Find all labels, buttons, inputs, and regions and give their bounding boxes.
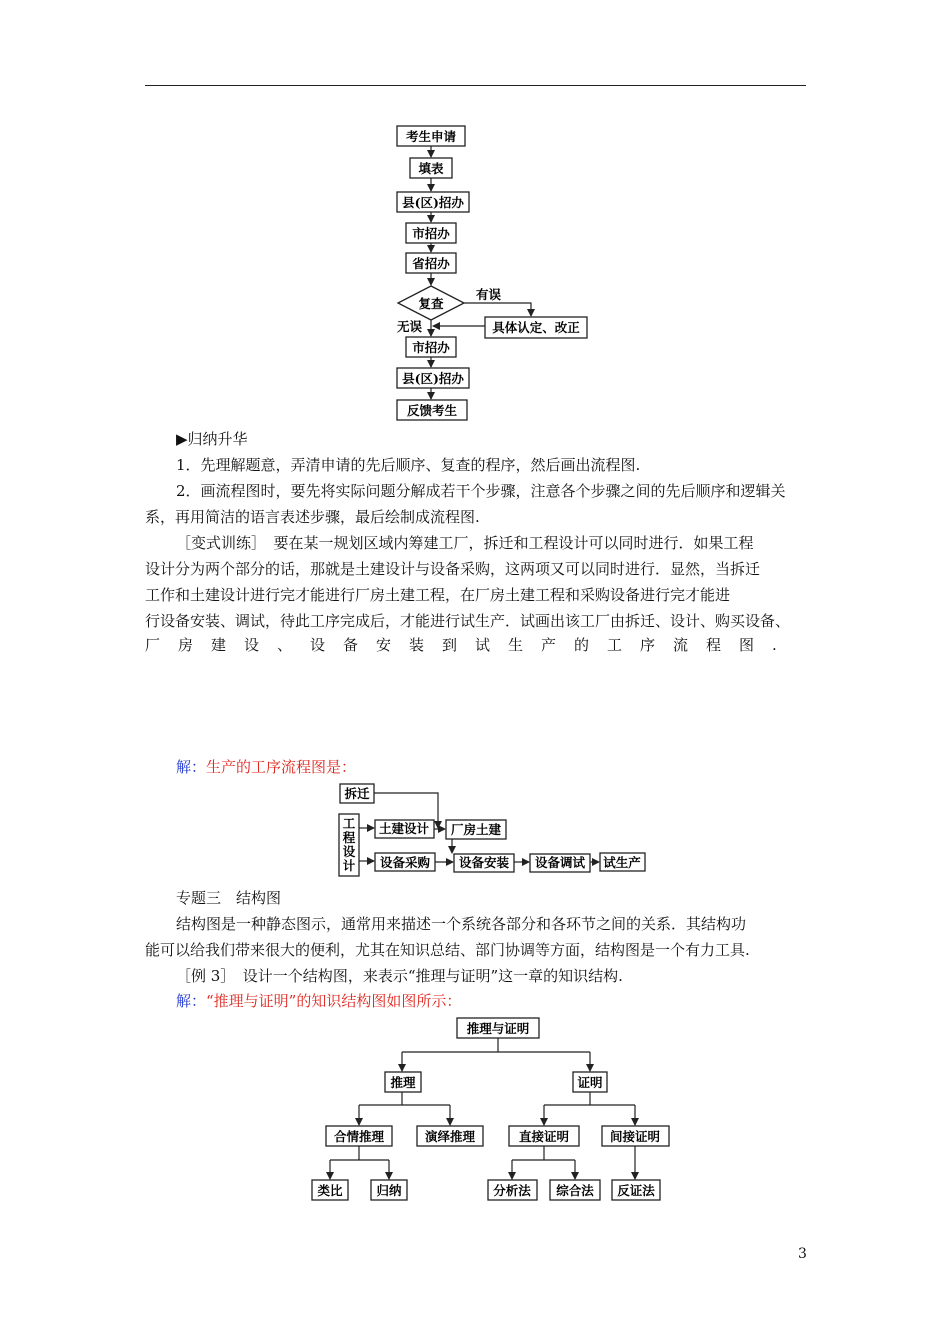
solution-1 <box>176 756 841 777</box>
svg-text:厂房土建: 厂房土建 <box>450 822 502 837</box>
node-analogy <box>312 1180 348 1200</box>
solution-1-label: 解： <box>176 758 207 776</box>
summary-heading: ▶归纳升华 <box>176 430 248 448</box>
node-synthesis-method <box>550 1180 600 1200</box>
box-plant-construction <box>446 820 506 839</box>
topic-3-heading: 专题三 结构图 <box>176 889 282 907</box>
svg-text:计: 计 <box>342 858 356 873</box>
page-number: 3 <box>798 1246 807 1262</box>
svg-text:土建设计: 土建设计 <box>378 821 430 836</box>
node-reasoning <box>385 1072 421 1092</box>
svg-text:拆迁: 拆迁 <box>344 786 370 801</box>
step-box-city-office <box>406 223 456 243</box>
svg-text:类比: 类比 <box>317 1183 343 1198</box>
step-box-feedback <box>397 400 467 420</box>
application-flowchart <box>0 0 950 430</box>
node-direct-proof <box>509 1126 579 1146</box>
svg-text:市招办: 市招办 <box>412 340 450 355</box>
node-contradiction-method <box>612 1180 660 1200</box>
svg-text:县(区)招办: 县(区)招办 <box>402 371 464 386</box>
svg-text:分析法: 分析法 <box>493 1183 531 1198</box>
svg-text:直接证明: 直接证明 <box>518 1129 570 1144</box>
solution-2 <box>176 990 841 1011</box>
svg-text:推理: 推理 <box>390 1075 416 1090</box>
svg-text:演绎推理: 演绎推理 <box>424 1129 476 1144</box>
svg-text:间接证明: 间接证明 <box>609 1129 661 1144</box>
summary-paragraph-2: 2．画流程图时，要先将实际问题分解成若干个步骤，注意各个步骤之间的先后顺序和逻辑关系，再用简洁的语言表述步骤，最后绘制成流程图. <box>145 482 786 526</box>
svg-text:试生产: 试生产 <box>603 855 641 870</box>
box-debugging <box>530 854 590 872</box>
example-3: ［例 3］ 设计一个结构图，来表示“推理与证明”这一章的知识结构. <box>176 967 623 985</box>
solution-1-text: 生产的工序流程图是： <box>206 758 357 776</box>
svg-text:市招办: 市招办 <box>412 226 450 241</box>
node-plausible-reasoning <box>326 1126 392 1146</box>
topic-3-line-2: 能可以给我们带来很大的便利，尤其在知识总结、部门协调等方面，结构图是一个有力工具. <box>145 941 750 959</box>
summary-paragraph-1: 1．先理解题意，弄清申请的先后顺序、复查的程序，然后画出流程图. <box>176 456 641 474</box>
solution-2-text: “推理与证明”的知识结构图如图所示： <box>206 992 462 1010</box>
decision-review <box>398 286 464 320</box>
svg-text:设备安装: 设备安装 <box>458 855 510 870</box>
exercise-line-1: ［变式训练］ 要在某一规划区域内筹建工厂，拆迁和工程设计可以同时进行．如果工程 <box>176 534 754 552</box>
svg-text:县(区)招办: 县(区)招办 <box>402 195 464 210</box>
svg-text:合情推理: 合情推理 <box>333 1129 385 1144</box>
step-box-fill-form <box>410 158 452 178</box>
box-procurement <box>375 853 435 871</box>
node-root <box>457 1018 539 1038</box>
node-analysis-method <box>488 1180 537 1200</box>
step-box-correct <box>485 317 587 338</box>
svg-text:推理与证明: 推理与证明 <box>466 1021 530 1036</box>
svg-text:设备采购: 设备采购 <box>379 855 431 870</box>
svg-text:具体认定、改正: 具体认定、改正 <box>492 320 580 335</box>
box-trial-production <box>600 853 645 871</box>
svg-text:工: 工 <box>342 816 356 831</box>
step-box-county-office-2 <box>397 368 469 388</box>
knowledge-structure-tree <box>0 1010 950 1210</box>
box-demolish <box>340 784 374 803</box>
exercise-line-2: 设计分为两个部分的话，那就是土建设计与设备采购，这两项又可以同时进行．显然，当拆迁 <box>145 560 761 578</box>
label-error: 有误 <box>476 287 502 302</box>
svg-text:填表: 填表 <box>418 161 444 176</box>
exercise-line-3: 工作和土建设计进行完才能进行厂房土建工程，在厂房土建工程和采购设备进行完才能进 <box>145 586 731 604</box>
svg-text:设: 设 <box>342 844 356 859</box>
svg-text:复查: 复查 <box>418 296 444 311</box>
step-box-apply <box>397 126 465 146</box>
topic-3-line-1: 结构图是一种静态图示，通常用来描述一个系统各部分和各环节之间的关系．其结构功 <box>176 915 747 933</box>
box-installation <box>454 854 514 872</box>
svg-text:归纳: 归纳 <box>376 1183 402 1198</box>
node-induction <box>371 1180 407 1200</box>
svg-text:证明: 证明 <box>577 1075 603 1090</box>
svg-text:设备调试: 设备调试 <box>534 855 586 870</box>
svg-text:考生申请: 考生申请 <box>405 129 457 144</box>
step-box-province-office <box>406 253 456 273</box>
svg-text:综合法: 综合法 <box>556 1183 594 1198</box>
solution-2-label: 解： <box>176 992 207 1010</box>
step-box-city-office-2 <box>406 337 456 357</box>
step-box-county-office <box>397 192 469 212</box>
exercise-line-5: 厂房建设、设备安装到试生产的工序流程图. <box>145 636 795 654</box>
exercise-line-4: 行设备安装、调试，待此工序完成后，才能进行试生产．试画出该工厂由拆迁、设计、购买设备、 <box>145 612 791 630</box>
node-proof <box>573 1072 607 1092</box>
box-civil-design <box>375 820 434 838</box>
svg-text:程: 程 <box>342 830 356 845</box>
svg-text:反证法: 反证法 <box>617 1183 655 1198</box>
label-ok: 无误 <box>397 319 423 334</box>
node-deductive-reasoning <box>417 1126 483 1146</box>
box-engineering-design <box>339 814 359 876</box>
node-indirect-proof <box>602 1126 669 1146</box>
svg-text:反馈考生: 反馈考生 <box>406 403 458 418</box>
svg-text:省招办: 省招办 <box>412 256 450 271</box>
production-process-flowchart <box>0 780 950 880</box>
